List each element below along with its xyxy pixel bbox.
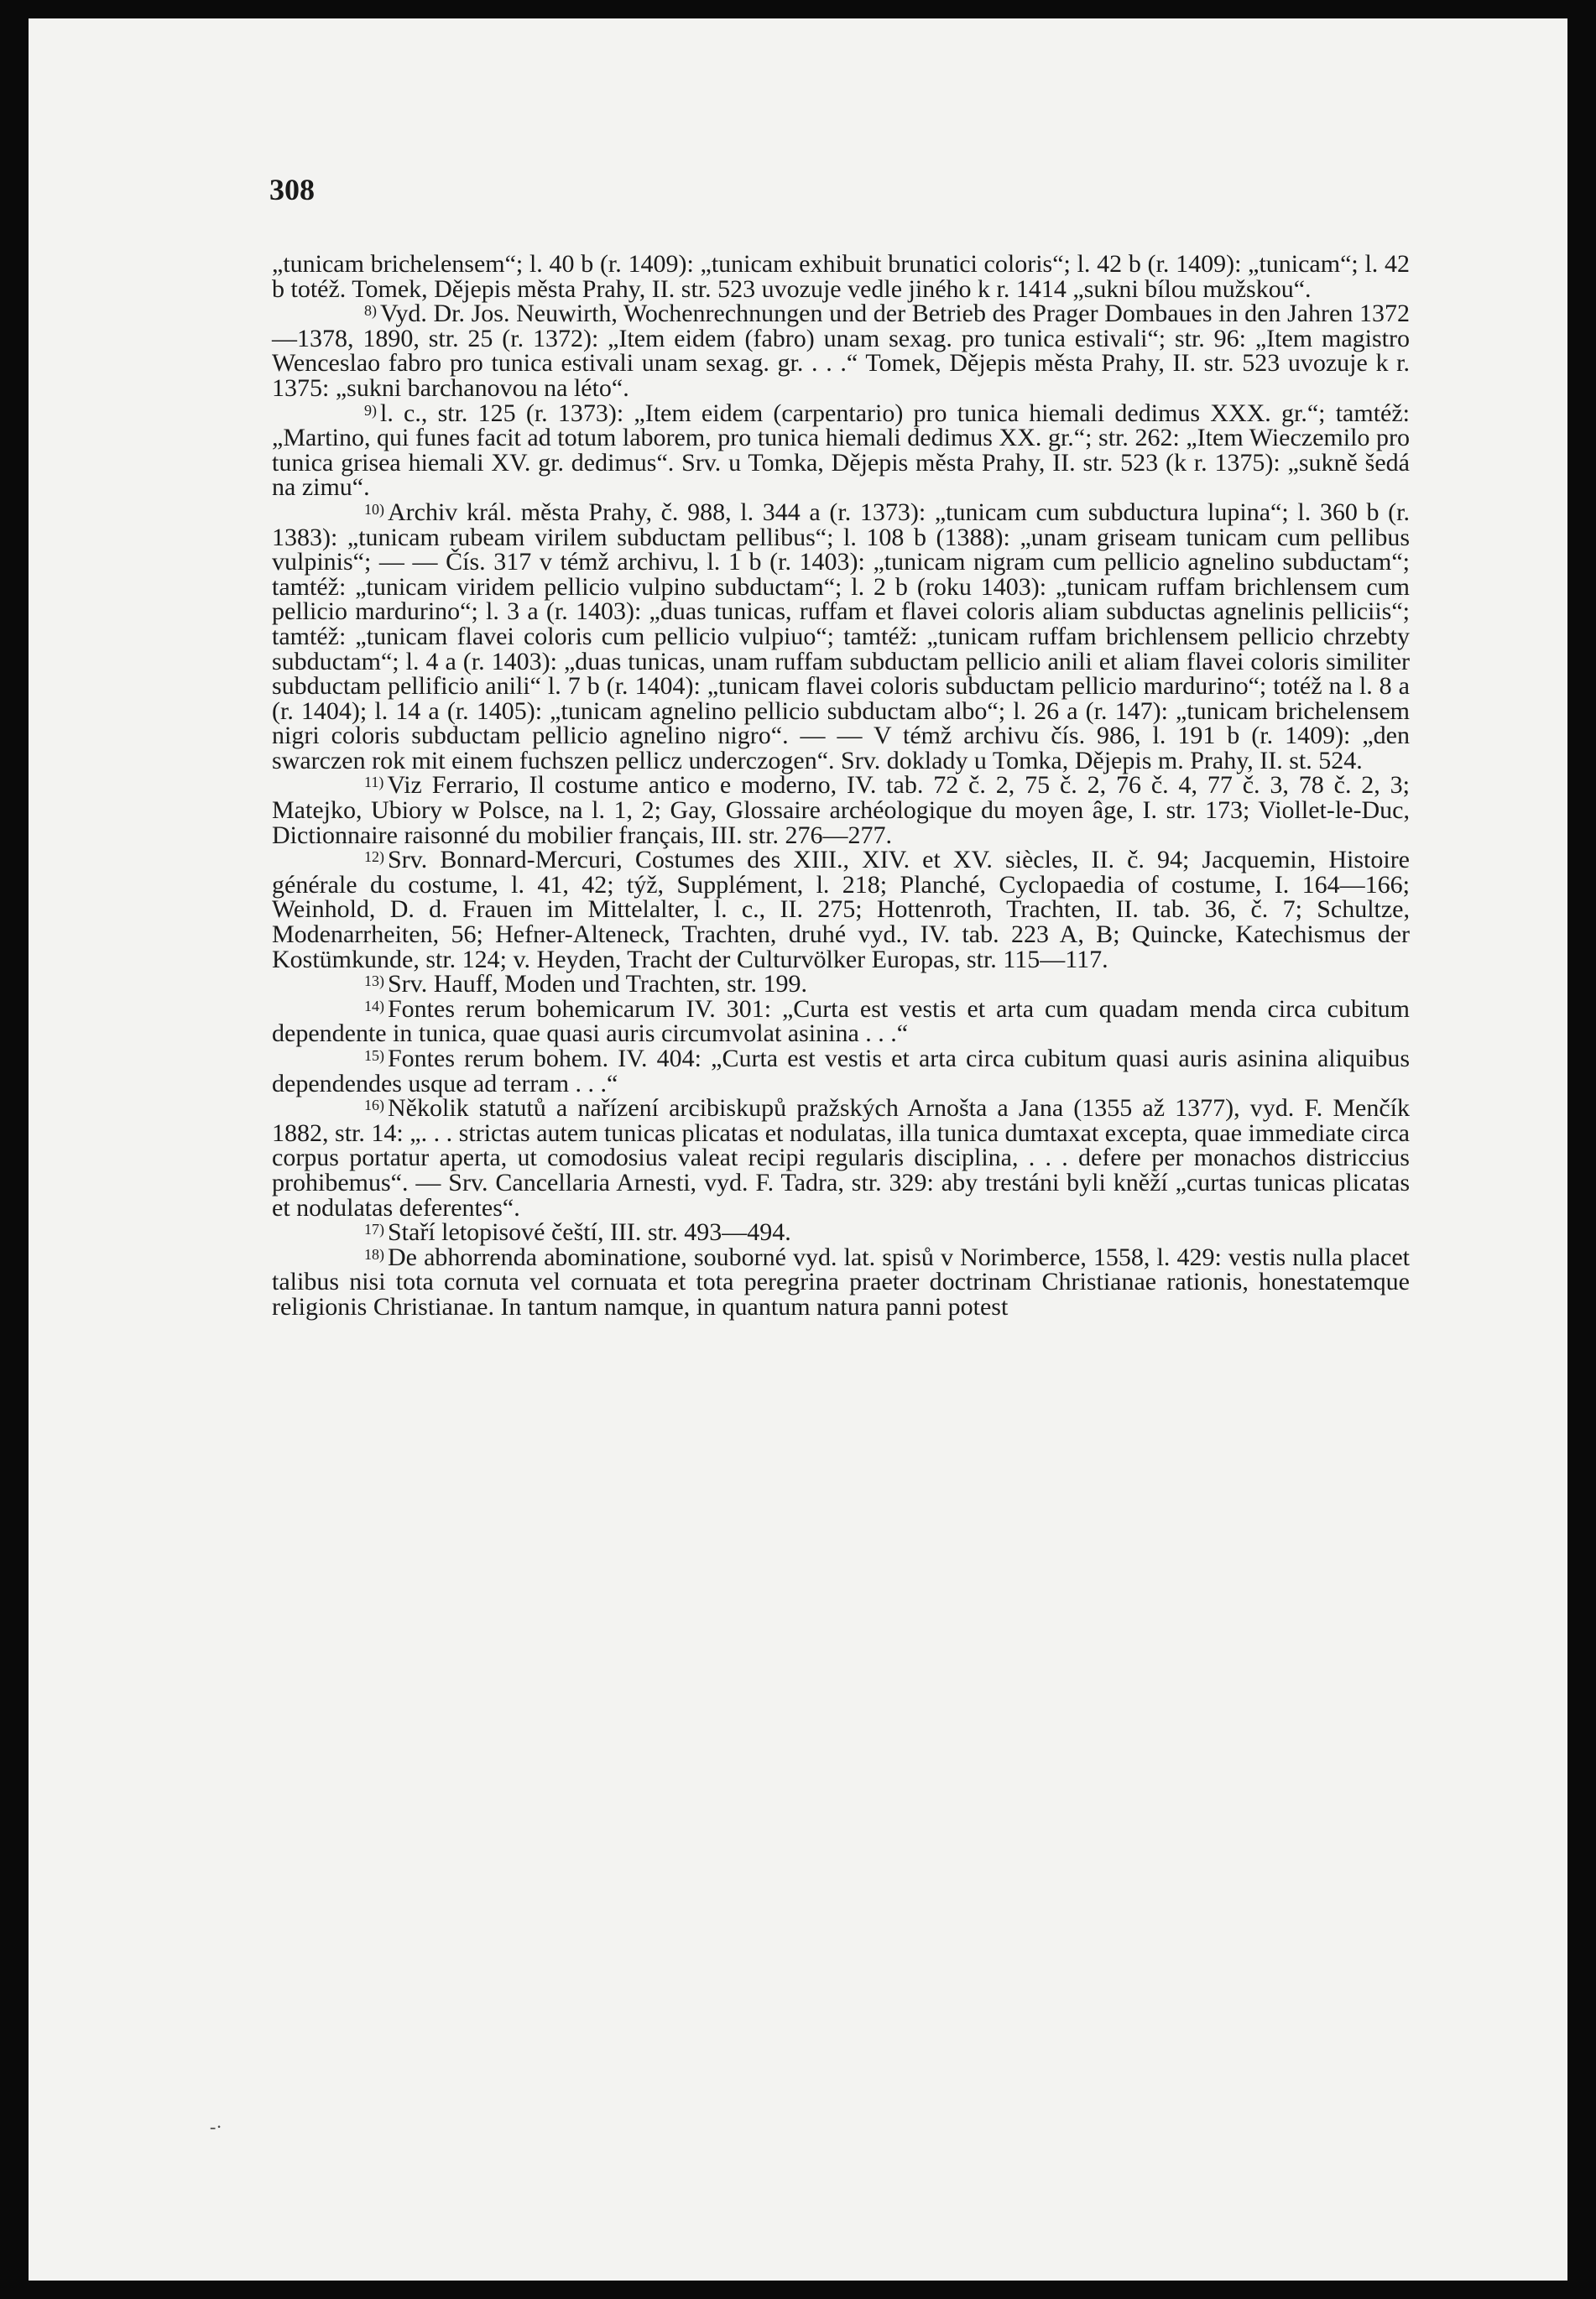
footnote: $^{17)}$ Staří letopisové čeští, III. str. 493—494. <box>364 1218 791 1247</box>
footnotes-block <box>272 252 1410 1320</box>
footnote: $^{18)}$ De abhorrenda abominatione, souborné vyd. lat. spisů v Norimberce, 1558, l. 429: vestis nulla placet talibus nisi tota cornuta vel cornuata et tota peregrina praeter doctrinam Christianae rationis, honestatemque religionis Christianae. In tantum namque, in quantum natura panni potest <box>272 1243 1410 1321</box>
footnote-marker: 14) <box>364 997 384 1014</box>
footnote: $^{16)}$ Několik statutů a nařízení arcibiskupů pražských Arnošta a Jana (1355 až 1377), vyd. F. Menčík 1882, str. 14: „. . . strictas autem tunicas plicatas et nodulatas, illa tunica dumtaxat excepta, quae immediate circa corpus portatur aperta, ut comodosius valeat recipi regularis disciplina, . . . defere per monachos districcius prohibemus“. — Srv. Cancellaria Arnesti, vyd. F. Tadra, str. 329: aby trestáni byli kněží „curtas tunicas plicatas et nodulatas deferentes“. <box>272 1094 1410 1222</box>
footnote: $^{8)}$ Vyd. Dr. Jos. Neuwirth, Wochenrechnungen und der Betrieb des Prager Dombaues in den Jahren 1372—1378, 1890, str. 25 (r. 1372): „Item eidem (fabro) unam sexag. pro tunica estivali“; str. 96: „Item magistro Wenceslao fabro pro tunica estivali unam sexag. gr. . . .“ Tomek, Dějepis města Prahy, II. str. 523 uvozuje k r. 1375: „sukni barchanovou na léto“. <box>272 300 1410 402</box>
footnote-marker: 18) <box>364 1245 384 1263</box>
footnote-marker: 8) <box>364 302 377 320</box>
footnote: $^{10)}$ Archiv král. města Prahy, č. 988, l. 344 a (r. 1373): „tunicam cum subductura lupina“; l. 360 b (r. 1383): „tunicam rubeam virilem subductam pellibus“; l. 108 b (1388): „unam griseam tunicam cum pellibus vulpinis“; — — Čís. 317 v témž archivu, l. 1 b (r. 1403): „tunicam nigram cum pellicio agnelino subductam“; tamtéž: „tunicam viridem pellicio vulpino subductam“; l. 2 b (roku 1403): „tunicam ruffam brichlensem cum pellicio mardurino“; l. 3 a (r. 1403): „duas tunicas, ruffam et flavei coloris aliam subductas agnelinis pelliciis“; tamtéž: „tunicam flavei coloris cum pellicio vulpiuo“; tamtéž: „tunicam ruffam brichlensem pellicio chrzebty subductam“; l. 4 a (r. 1403): „duas tunicas, unam ruffam subductam pellicio anili et aliam flavei coloris similiter subductam pellificio anili“ l. 7 b (r. 1404): „tunicam flavei coloris subductam pellicio mardurino“; totéž na l. 8 a (r. 1404); l. 14 a (r. 1405): „tunicam agnelino pellicio subductam albo“; l. 26 a (r. 147): „tunicam brichelensem nigri coloris subductam pellicio agnelino nigro“. — — V témž archivu čís. 986, l. 191 b (r. 1409): „den swarczen rok mit einem fuchszen pellicz underczogen“. Srv. doklady u Tomka, Dějepis m. Prahy, II. st. 524. <box>272 498 1410 774</box>
footnote-marker: 13) <box>364 972 384 990</box>
footnote: $^{14)}$ Fontes rerum bohemicarum IV. 301: „Curta est vestis et arta cum quadam menda circa cubitum dependente in tunica, quae quasi auris circumvolat asinina . . .“ <box>272 994 1410 1048</box>
footnote-continuation: „tunicam brichelensem“; l. 40 b (r. 1409): „tunicam exhibuit brunatici coloris“; l. 42 b (r. 1409): „tunicam“; l. 42 b totéž. Tomek, Dějepis města Prahy, II. str. 523 uvozuje vedle jiného k r. 1414 „sukni bílou mužskou“. <box>272 250 1410 303</box>
footnote-marker: 10) <box>364 500 384 518</box>
page-number: 308 <box>269 173 315 206</box>
footnote-marker: 17) <box>364 1221 384 1238</box>
footnote-marker: 15) <box>364 1047 384 1064</box>
footnote-marker: 16) <box>364 1097 384 1114</box>
footnote: $^{12)}$ Srv. Bonnard-Mercuri, Costumes des XIII., XIV. et XV. siècles, II. č. 94; Jacquemin, Histoire générale du costume, l. 41, 42; týž, Supplément, l. 218; Planché, Cyclopaedia of costume, I. 164—166; Weinhold, D. d. Frauen im Mittelalter, l. c., II. 275; Hottenroth, Trachten, II. tab. 36, č. 7; Schultze, Modenarrheiten, 56; Hefner-Alteneck, Trachten, druhé vyd., IV. tab. 223 A, B; Quincke, Katechismus der Kostümkunde, str. 124; v. Heyden, Tracht der Culturvölker Europas, str. 115—117. <box>272 846 1410 973</box>
footnote: $^{13)}$ Srv. Hauff, Moden und Trachten, str. 199. <box>364 970 807 998</box>
footnote: $^{11)}$ Viz Ferrario, Il costume antico e moderno, IV. tab. 72 č. 2, 75 č. 2, 76 č. 4, 77 č. 3, 78 č. 2, 3; Matejko, Ubiory w Polsce, na l. 1, 2; Gay, Glossaire archéologique du moyen âge, I. str. 173; Viollet-le-Duc, Dictionnaire raisonné du mobilier français, III. str. 276—277. <box>272 771 1410 849</box>
footnote-marker: 9) <box>364 401 377 419</box>
footnote: $^{15)}$ Fontes rerum bohem. IV. 404: „Curta est vestis et arta circa cubitum quasi auris asinina aliquibus dependendes usque ad terram . . .“ <box>272 1045 1410 1097</box>
corner-mark: -· <box>210 2116 222 2137</box>
footnote: $^{9)}$ l. c., str. 125 (r. 1373): „Item eidem (carpentario) pro tunica hiemali dedimus XXX. gr.“; tamtéž: „Martino, qui funes facit ad totum laborem, pro tunica hiemali dedimus XX. gr.“; str. 262: „Item Wieczemilo pro tunica grisea hiemali XV. gr. dedimus“. Srv. u Tomka, Dějepis města Prahy, II. str. 523 (k r. 1375): „sukně šedá na zimu“. <box>272 399 1410 502</box>
footnote-marker: 11) <box>364 774 384 791</box>
footnote-marker: 12) <box>364 848 384 866</box>
